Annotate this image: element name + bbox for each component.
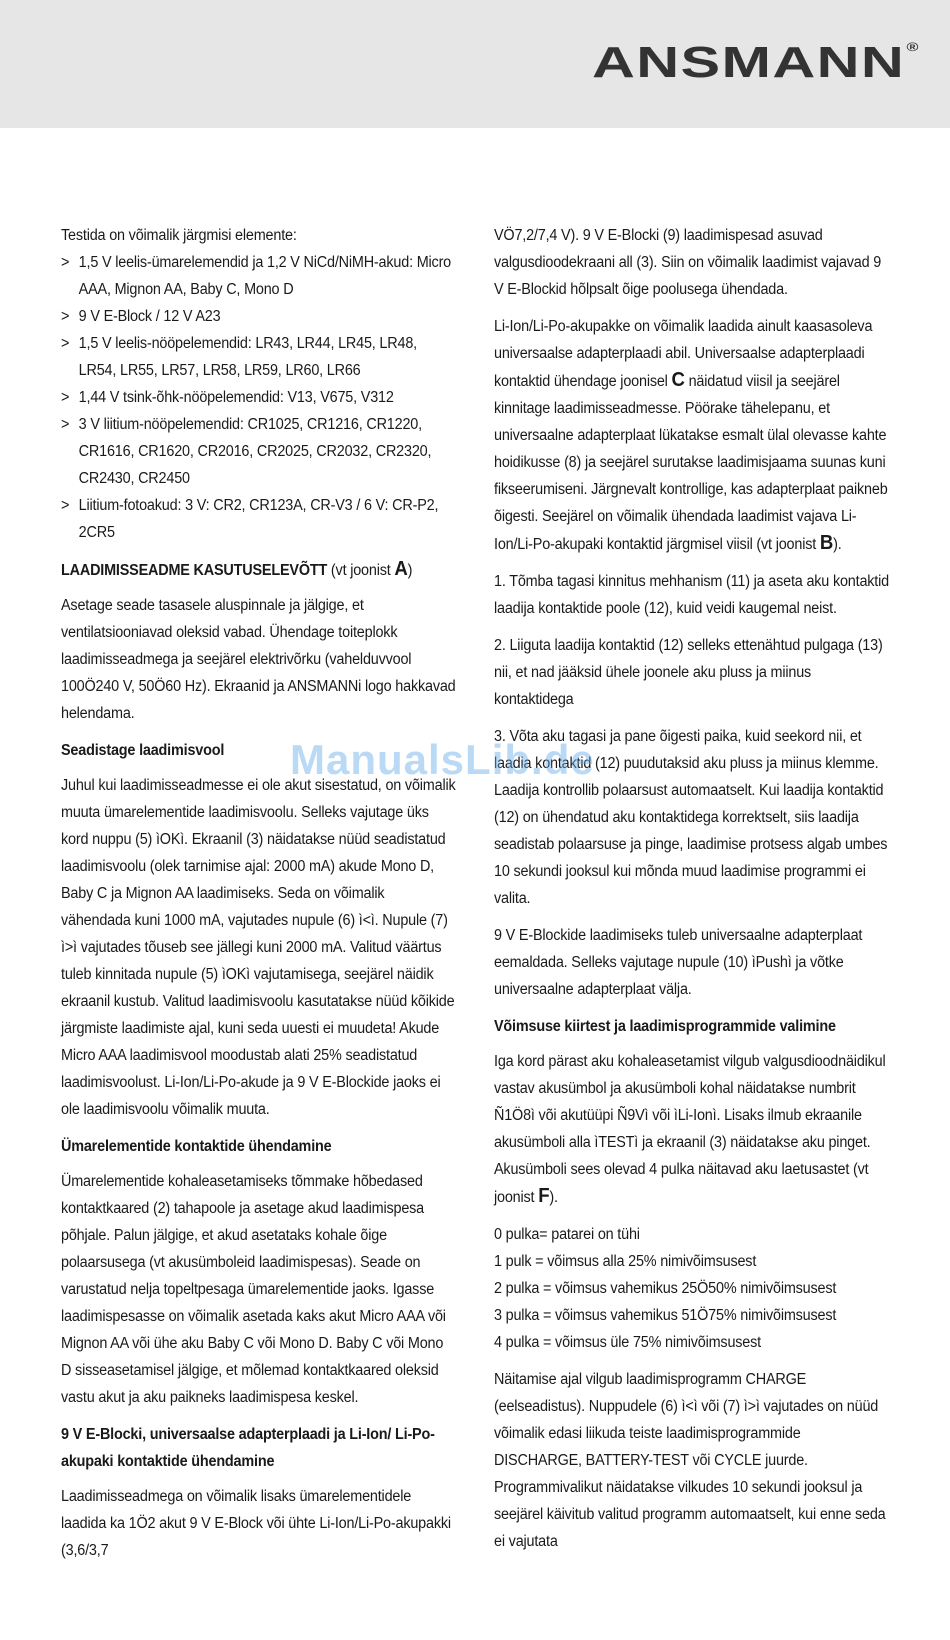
figure-letter: F [538, 1185, 550, 1207]
list-item: 0 pulka= patarei on tühi [494, 1226, 640, 1243]
section-heading-eblock: 9 V E-Blocki, universaalse adapterplaadi ja Li-Ion/ Li-Po-akupaki kontaktide ühendamine [61, 1426, 435, 1470]
section-heading-current: Seadistage laadimisvool [61, 742, 225, 759]
charge-level-list [494, 1221, 889, 1356]
paragraph: Näitamise ajal vilgub laadimisprogramm CHARGE (eelseadistus). Nuppudele (6) ì<ì või (7) ì>ì vajutades on nüüd võimalik edasi liikuda teiste laadimisprogrammide DISCHARGE, BATTERY-TEST või CYCLE juurde. Programmivalikut näidatakse vilkudes 10 sekundi jooksul ja seejärel käivitub valitud programm automaatselt, kui enne seda ei vajutata [494, 1371, 886, 1550]
section-heading-round-cells: Ümarelementide kontaktide ühendamine [61, 1138, 332, 1155]
element-list [61, 249, 456, 546]
list-item: > 1,5 V leelis-ümarelemendid ja 1,2 V NiCd/NiMH-akud: Micro AAA, Mignon AA, Baby C, Mono D [61, 249, 456, 303]
logo-text: ANSMANN [592, 38, 906, 87]
registered-mark: ® [906, 40, 920, 54]
paragraph: Ümarelementide kohaleasetamiseks tõmmake hõbedased kontaktkaared (2) tahapoole ja asetage akud laadimispesa põhjale. Palun jälgige, et akud asetataks kohale õige polaarsusega (vt akusümboleid laadimispesas). Seade on varustatud nelja topeltpesaga ümarelementide jaoks. Igasse laadimispesasse on võimalik asetada kaks akut Micro AAA või Mignon AA või ühe aku Baby C või Mono D. Baby C või Mono D sisseasetamisel jälgige, et mõlemad kontaktkaared oleksid vastu akut ja aku paikneks laadimispesa keskel. [61, 1173, 446, 1406]
watermark: ManualsLib.de [290, 736, 595, 783]
right-column [494, 222, 889, 1565]
list-item: 1 pulk = võimsus alla 25% nimivõimsusest [494, 1253, 757, 1270]
intro-text: Testida on võimalik järgmisi elemente: [61, 227, 297, 244]
step-item: 2. Liiguta laadija kontaktid (12) selleks ettenähtud pulgaga (13) nii, et nad jääksid ühele joonele aku pluss ja miinus kontaktidega [494, 637, 883, 708]
left-column [61, 222, 456, 1574]
list-item: > 3 V liitium-nööpelemendid: CR1025, CR1216, CR1220, CR1616, CR1620, CR2016, CR2025, CR2032, CR2320, CR2430, CR2450 [61, 411, 456, 492]
step-item: 3. Võta aku tagasi ja pane õigesti paika, kuid seekord nii, et laadia kontaktid (12) puudutaksid aku pluss ja miinus klemme. Laadija kontrollib polaarsust automaatselt. Kui laadija kontaktid (12) on ühendatud aku kontaktidega korrektselt, siis laadija seadistab polaarsuse ja pinge, laadimise protsess algab umbes 10 sekundi jooksul kui mõnda muud laadimise programmi ei valita. [494, 728, 888, 907]
list-item: 4 pulka = võimsus üle 75% nimivõimsusest [494, 1334, 761, 1351]
paragraph: Juhul kui laadimisseadmesse ei ole akut sisestatud, on võimalik muuta ümarelementide laadimisvoolu. Selleks vajutage üks kord nuppu (5) ìOKì. Ekraanil (3) näidatakse nüüd seadistatud laadimisvoolu (olek tarnimise ajal: 2000 mA) akude Mono D, Baby C ja Mignon AA laadimiseks. Seda on võimalik vähendada kuni 1000 mA, vajutades nupule (6) ì<ì. Nupule (7) ì>ì vajutades tõuseb see jällegi kuni 2000 mA. Valitud väärtus tuleb kinnitada nupule (5) ìOKì vajutamisega, seejärel näidik ekraanil kustub. Valitud laadimisvoolu kasutatakse nüüd kõikide järgmiste laadimiste ajal, kuni seda uuesti ei muudeta! Akude Micro AAA laadimisvool moodustab alati 25% seadistatud laadimisvoolust. Li-Ion/Li-Po-akude ja 9 V E-Blockide jaoks ei ole laadimisvoolu võimalik muuta. [61, 777, 456, 1118]
paragraph: VÖ7,2/7,4 V). 9 V E-Blocki (9) laadimispesad asuvad valgusdioodekraani all (3). Siin on võimalik laadimist vajavad 9 V E-Blockid hõlpsalt õige poolusega ühendada. [494, 227, 882, 298]
section-heading-quicktest: Võimsuse kiirtest ja laadimisprogrammide valimine [494, 1018, 836, 1035]
paragraph: Asetage seade tasasele aluspinnale ja jälgige, et ventilatsiooniavad oleksid vabad. Ühendage toiteplokk laadimisseadmega ja seejärel elektrivõrku (vahelduvvool 100Ö240 V, 50Ö60 Hz). Ekraanid ja ANSMANNi logo hakkavad helendama. [61, 597, 456, 722]
paragraph-quicktest: Iga kord pärast aku kohaleasetamist vilgub valgusdioodnäidikul vastav akusümbol ja akusümboli kohal näidatakse numbrit Ñ1Ö8ì või akutüüpi Ñ9Vì või ìLi-Ionì. Lisaks ilmub ekraanile akusümboli alla ìTESTì ja ekraanil (3) näidatakse aku pinget. Akusümboli sees olevad 4 pulka näitavad aku laetusastet (vt joonist F). [494, 1053, 886, 1207]
list-item: > 1,5 V leelis-nööpelemendid: LR43, LR44, LR45, LR48, LR54, LR55, LR57, LR58, LR59, LR60, LR66 [61, 330, 456, 384]
list-item: 3 pulka = võimsus vahemikus 51Ö75% nimivõimsusest [494, 1307, 837, 1324]
page-header [0, 0, 950, 128]
list-item: > 9 V E-Block / 12 V A23 [61, 303, 456, 330]
paragraph-adapter: Li-Ion/Li-Po-akupakke on võimalik laadida ainult kaasasoleva universaalse adapterplaadi abil. Universaalse adapterplaadi kontaktid ühendage joonisel C näidatud viisil ja seejärel kinnitage laadimisseadmesse. Pöörake tähelepanu, et universaalne adapterplaat lükatakse esmalt ülal olevasse kahte hoidikusse (8) ja seejärel surutakse laadimisjaama suunas kuni fikseerumiseni. Järgnevalt kontrollige, kas adapterplaat paikneb õigesti. Seejärel on võimalik ühendada laadimist vajava Li-Ion/Li-Po-akupaki kontaktid järgmisel viisil (vt joonist B). [494, 318, 888, 554]
ansmann-logo [592, 38, 920, 88]
list-item: 2 pulka = võimsus vahemikus 25Ö50% nimivõimsusest [494, 1280, 837, 1297]
figure-letter: B [819, 532, 834, 554]
paragraph: 9 V E-Blockide laadimiseks tuleb universaalne adapterplaat eemaldada. Selleks vajutage nupule (10) ìPushì ja võtke universaalne adapterplaat välja. [494, 927, 863, 998]
list-item: > Liitium-fotoakud: 3 V: CR2, CR123A, CR-V3 / 6 V: CR-P2, 2CR5 [61, 492, 456, 546]
figure-letter: A [394, 558, 408, 580]
paragraph: Laadimisseadmega on võimalik lisaks ümarelementidele laadida ka 1Ö2 akut 9 V E-Block või ühte Li-Ion/Li-Po-akupakki (3,6/3,7 [61, 1488, 451, 1559]
figure-letter: C [671, 369, 685, 391]
step-item: 1. Tõmba tagasi kinnitus mehhanism (11) ja aseta aku kontaktid laadija kontaktide poole (12), kuid veidi kaugemal neist. [494, 573, 889, 617]
section-heading-setup: LAADIMISSEADME KASUTUSELEVÕTT (vt joonist A) [61, 558, 413, 580]
list-item: > 1,44 V tsink-õhk-nööpelemendid: V13, V675, V312 [61, 384, 456, 411]
